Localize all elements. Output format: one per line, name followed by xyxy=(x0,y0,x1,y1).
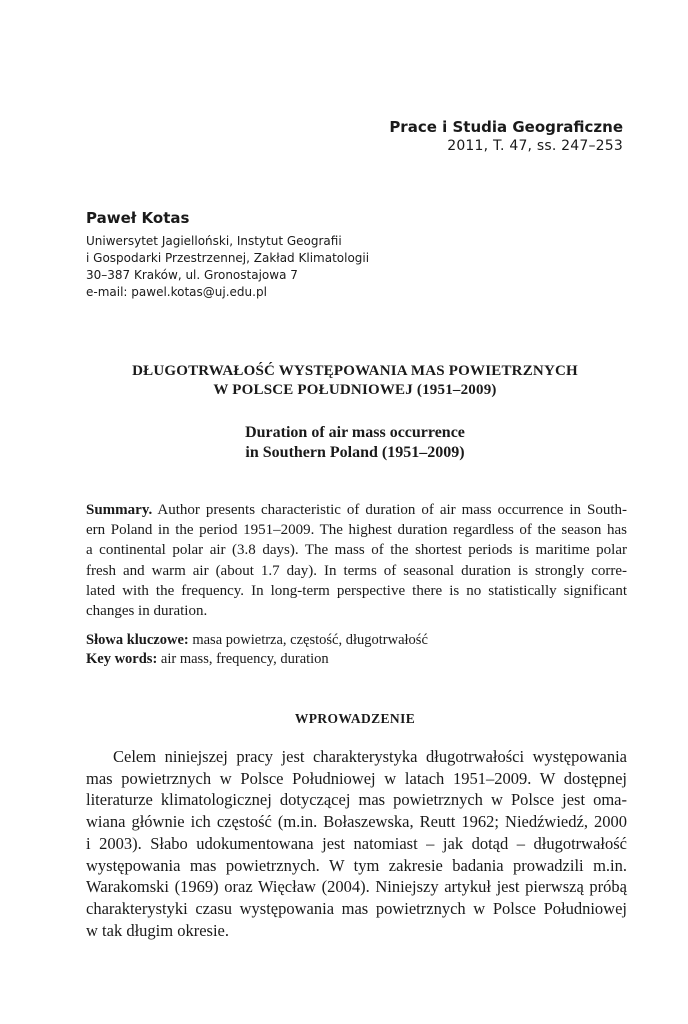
summary-line: a continental polar air (3.8 days). The mass of the shortest periods is maritime polar xyxy=(86,542,627,559)
keywords-english xyxy=(86,650,428,669)
summary-line: ern Poland in the period 1951–2009. The highest duration regardless of the season has xyxy=(86,522,627,539)
affiliation-line: 30–387 Kraków, ul. Gronostajowa 7 xyxy=(86,268,298,282)
keywords xyxy=(86,631,428,669)
summary-label: Summary. xyxy=(86,502,153,518)
title-polish-line: DŁUGOTRWAŁOŚĆ WYSTĘPOWANIA MAS POWIETRZNYCH xyxy=(132,363,578,379)
title-english-line: in Southern Poland (1951–2009) xyxy=(245,444,465,461)
author-name: Paweł Kotas xyxy=(86,209,190,227)
keywords-polish-value: masa powietrza, częstość, długotrwałość xyxy=(188,632,428,648)
author-block xyxy=(86,208,369,301)
summary-text: Author presents characteristic of duration of air mass occurrence in South- xyxy=(152,502,627,518)
keywords-english-label: Key words: xyxy=(86,651,158,667)
affiliation-line: i Gospodarki Przestrzennej, Zakład Klimatologii xyxy=(86,251,370,265)
affiliation-line: Uniwersytet Jagielloński, Instytut Geografii xyxy=(86,234,342,248)
body-line: i 2003). Słabo udokumentowana jest natomiast – jak dotąd – długotrwałość xyxy=(86,833,627,853)
body-line: literaturze klimatologicznej dotyczącej mas powietrznych w Polsce jest oma- xyxy=(86,790,627,810)
title-polish xyxy=(86,362,624,400)
body-line: charakterystyki czasu występowania mas powietrznych w Polsce Południowej xyxy=(86,898,627,918)
body-line: w tak długim okresie. xyxy=(86,920,229,940)
title-english xyxy=(86,423,624,463)
summary xyxy=(86,500,627,621)
body-paragraph xyxy=(86,746,627,941)
title-polish-line: W POLSCE POŁUDNIOWEJ (1951–2009) xyxy=(213,382,497,398)
journal-volume: 2011, T. 47, ss. 247–253 xyxy=(447,138,623,154)
body-line: Warakomski (1969) oraz Więcław (2004). Niniejszy artykuł jest pierwszą próbą xyxy=(86,877,627,897)
section-heading: WPROWADZENIE xyxy=(294,711,416,726)
body-line: Celem niniejszej pracy jest charakterystyka długotrwałości występowania xyxy=(113,747,627,766)
author-email: e-mail: pawel.kotas@uj.edu.pl xyxy=(86,285,267,299)
summary-line xyxy=(86,500,627,520)
summary-line: lated with the frequency. In long-term perspective there is no statistically significant xyxy=(86,582,627,599)
keywords-polish xyxy=(86,631,428,650)
body-line: występowania mas powietrznych. W tym zakresie badania prowadzili m.in. xyxy=(86,855,627,875)
summary-line: changes in duration. xyxy=(86,603,208,620)
body-line: wiana głównie ich częstość (m.in. Bołaszewska, Reutt 1962; Niedźwiedź, 2000 xyxy=(86,812,627,832)
title-english-line: Duration of air mass occurrence xyxy=(245,424,465,441)
journal-header xyxy=(389,118,623,156)
body-line: mas powietrznych w Polsce Południowej w latach 1951–2009. W dostępnej xyxy=(86,768,627,788)
keywords-english-value: air mass, frequency, duration xyxy=(157,651,329,667)
journal-name: Prace i Studia Geograficzne xyxy=(389,118,623,136)
keywords-polish-label: Słowa kluczowe: xyxy=(86,632,189,648)
summary-line: fresh and warm air (about 1.7 day). In terms of seasonal duration is strongly corre- xyxy=(86,562,627,579)
